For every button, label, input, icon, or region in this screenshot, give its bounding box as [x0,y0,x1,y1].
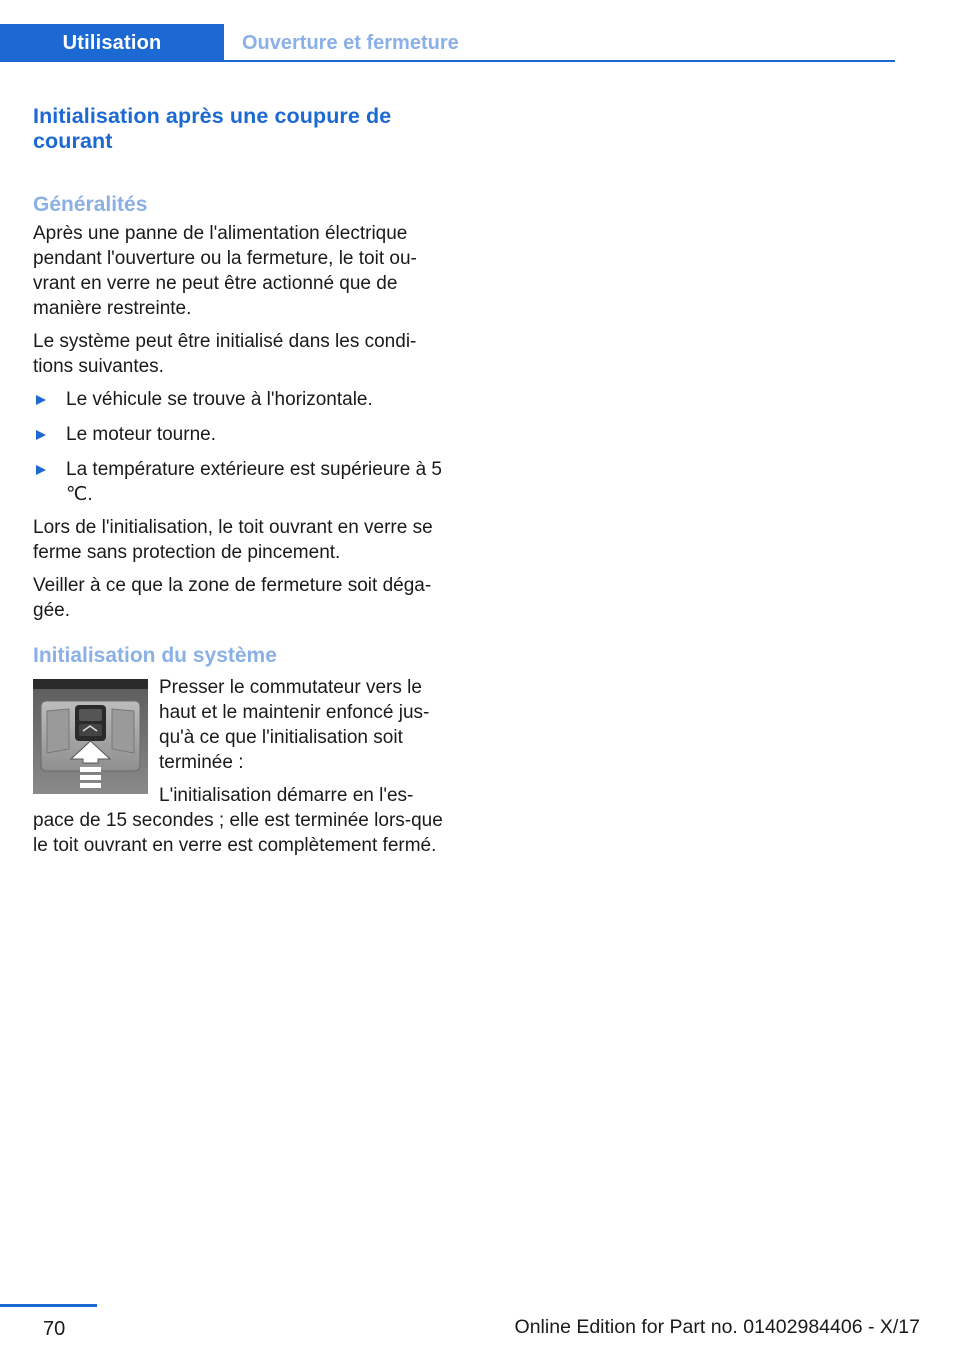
section-tab: Utilisation [0,24,224,62]
page-number: 70 [43,1318,66,1340]
footer-rule [0,1304,97,1307]
list-item: Le véhicule se trouve à l'horizontale. [33,387,449,412]
paragraph: Après une panne de l'alimentation électrique pendant l'ouverture ou la fermeture, le toit ou-vrant en verre ne peut être actionné que de manière restreinte. [33,223,417,319]
main-content [33,104,449,858]
triangle-bullet-icon [36,395,46,405]
roof-switch-illustration [33,679,148,794]
result-text: L'initialisation démarre en l'es-pace de 15 secondes ; elle est terminée lors-que le toit ouvrant en verre est complètement fermé. [33,785,443,856]
triangle-bullet-icon [36,430,46,440]
edition-info: Online Edition for Part no. 01402984406 - X/17 [514,1316,920,1338]
paragraph: Le système peut être initialisé dans les condi-tions suivantes. [33,331,417,377]
page-header [0,24,895,62]
list-item: La température extérieure est supérieure à 5 ℃. [33,457,449,507]
list-item: Le moteur tourne. [33,422,449,447]
section-heading-system: Initialisation du système [33,644,277,667]
conditions-list [33,387,449,507]
subsection-tab: Ouverture et fermeture [242,31,459,54]
paragraph: Lors de l'initialisation, le toit ouvrant en verre se ferme sans protection de pincement. [33,517,433,563]
instruction-text: Presser le commutateur vers le haut et le maintenir enfoncé jus-qu'à ce que l'initialisation soit terminée : [159,677,430,773]
triangle-bullet-icon [36,465,46,475]
page-title: Initialisation après une coupure de courant [33,104,392,153]
paragraph: Veiller à ce que la zone de fermeture soit déga-gée. [33,575,432,621]
section-heading-general: Généralités [33,193,148,216]
instruction-block [33,675,449,858]
